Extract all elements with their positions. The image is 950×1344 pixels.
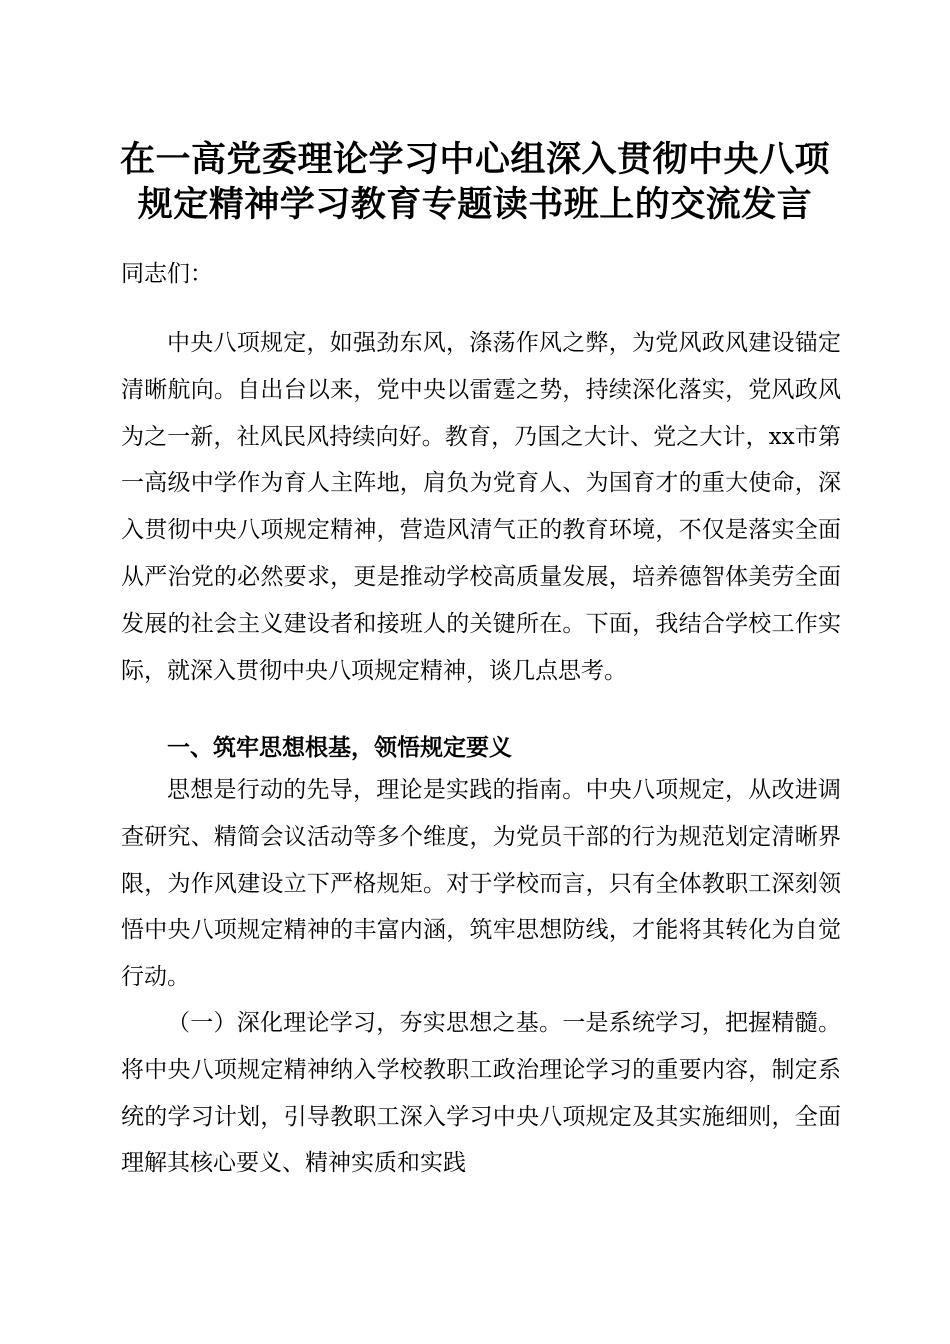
document-title-line-1: 在一高党委理论学习中心组深入贯彻中央八项 [119,139,830,180]
paragraph-subsection-1: （一）深化理论学习，夯实思想之基。一是系统学习，把握精髓。将中央八项规定精神纳入学校教职工政治理论学习的重要内容，制定系统的学习计划，引导教职工深入学习中央八项规定及其实施细则，全面理解其核心要义、精神实质和实践 [121,1010,841,1177]
paragraph-intro: 中央八项规定，如强劲东风，涤荡作风之弊，为党风政风建设锚定清晰航向。自出台以来，党中央以雷霆之势，持续深化落实，党风政风为之一新，社风民风持续向好。教育，乃国之大计、党之大计，xx市第一高级中学作为育人主阵地，肩负为党育人、为国育才的重大使命，深入贯彻中央八项规定精神，营造风清气正的教育环境，不仅是落实全面从严治党的必然要求，更是推动学校高质量发展，培养德智体美劳全面发展的社会主义建设者和接班人的关键所在。下面，我结合学校工作实际，就深入贯彻中央八项规定精神，谈几点思考。 [121,330,841,684]
salutation: 同志们： [121,261,213,287]
paragraph-section-1: 思想是行动的先导，理论是实践的指南。中央八项规定，从改进调查研究、精简会议活动等多个维度，为党员干部的行为规范划定清晰界限，为作风建设立下严格规矩。对于学校而言，只有全体教职工深刻领悟中央八项规定精神的丰富内涵，筑牢思想防线，才能将其转化为自觉行动。 [121,777,841,991]
document-title-line-2: 规定精神学习教育专题读书班上的交流发言 [137,184,813,225]
section-heading-1: 一、筑牢思想根基，领悟规定要义 [167,735,512,761]
